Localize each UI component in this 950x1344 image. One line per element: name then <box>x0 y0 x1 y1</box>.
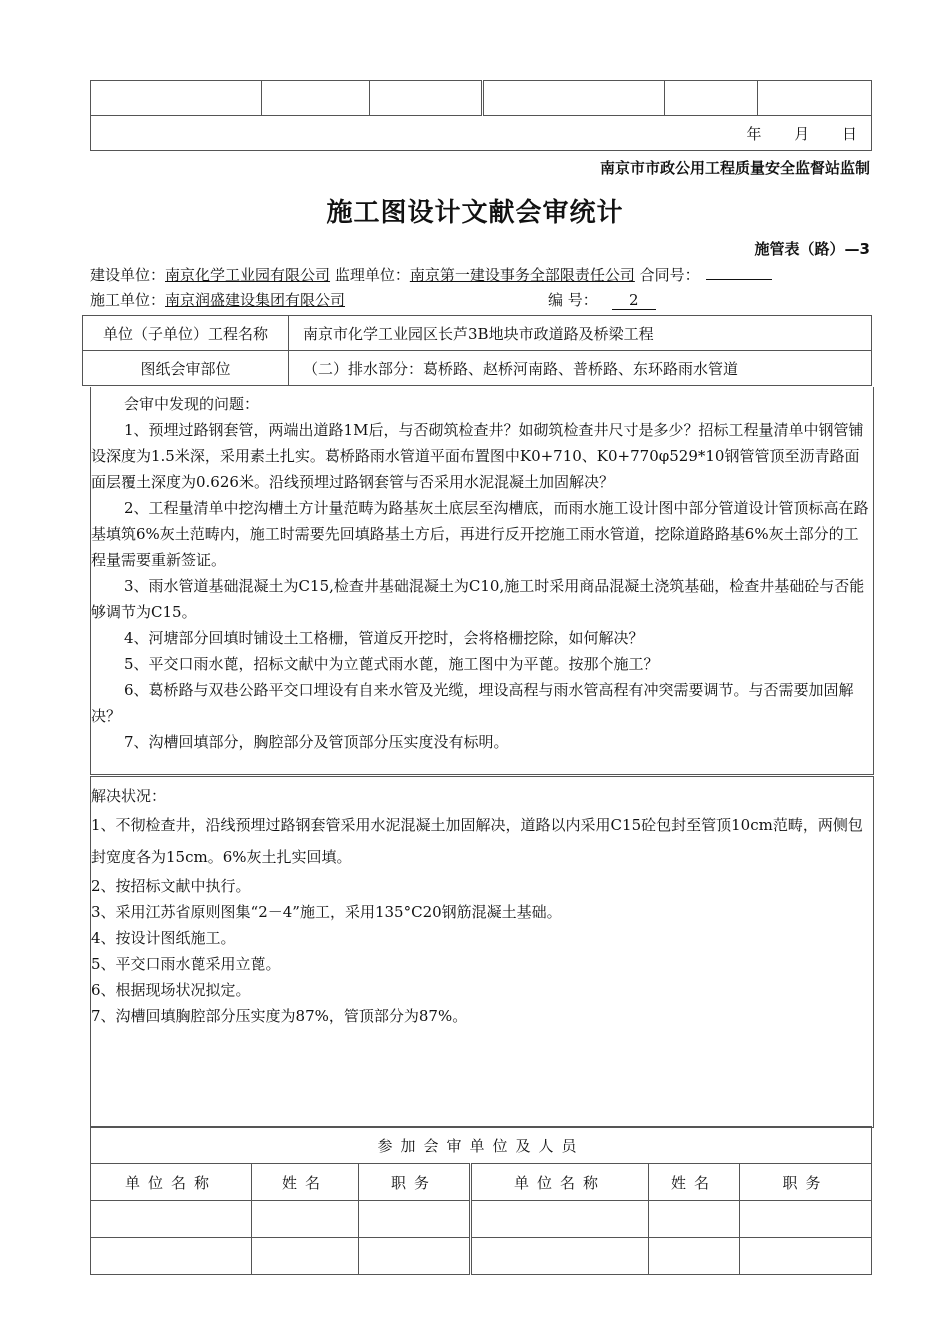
project-name-label: 单位（子单位）工程名称 <box>83 316 289 351</box>
meta-line-2 <box>90 289 345 310</box>
serial-label: 编 号： <box>548 291 598 309</box>
participant-cell <box>649 1201 740 1238</box>
top-grid-cell <box>262 81 370 116</box>
solution-item: 1、不彻检查井，沿线预埋过路钢套管采用水泥混凝土加固解决，道路以内采用C15砼包封至管顶10cm范畴，两侧包封宽度各为15cm。6%灰土扎实回填。 <box>91 816 863 866</box>
participant-cell <box>359 1238 471 1275</box>
issues-section <box>90 387 874 775</box>
top-grid <box>90 80 872 151</box>
contract-label: 合同号： <box>639 266 700 284</box>
col-post: 职务 <box>359 1164 471 1201</box>
solution-item: 5、平交口雨水蓖采用立蓖。 <box>91 955 281 973</box>
participants-heading: 参加会审单位及人员 <box>91 1127 872 1164</box>
participant-cell <box>740 1238 872 1275</box>
serial-line <box>548 289 656 310</box>
project-name-value: 南京市化学工业园区长芦3B地块市政道路及桥梁工程 <box>289 316 872 351</box>
contractor-value: 南京润盛建设集团有限公司 <box>165 291 346 309</box>
issues-heading: 会审中发现的问题： <box>124 395 260 413</box>
top-grid-cell <box>758 81 872 116</box>
participants-table <box>90 1126 872 1275</box>
participant-cell <box>649 1238 740 1275</box>
solution-section <box>90 776 874 1128</box>
top-grid-cell <box>665 81 758 116</box>
issue-item: 4、河塘部分回填时铺设土工格栅，管道反开挖时，会将格栅挖除，如何解决？ <box>124 629 644 647</box>
builder-label: 建设单位： <box>90 266 166 284</box>
supervisor-value: 南京第一建设事务全部限责任公司 <box>409 266 635 284</box>
solution-item: 6、根据现场状况拟定。 <box>91 981 251 999</box>
review-part-value: （二）排水部分：葛桥路、赵桥河南路、普桥路、东环路雨水管道 <box>289 351 872 386</box>
col-unit-name: 单位名称 <box>91 1164 252 1201</box>
participant-cell <box>91 1238 252 1275</box>
participant-cell <box>471 1201 649 1238</box>
col-person-name: 姓名 <box>649 1164 740 1201</box>
solution-heading: 解决状况： <box>91 787 167 805</box>
participant-cell <box>471 1238 649 1275</box>
issue-item: 2、工程量清单中挖沟槽土方计量范畴为路基灰土底层至沟槽底，而雨水施工设计图中部分管道设计管顶标高在路基填筑6%灰土范畴内，施工时需要先回填路基土方后，再进行反开挖施工雨水管道，挖除道路路基6%灰土部分的工程量需要重新签证。 <box>91 499 869 569</box>
issue-item: 1、预埋过路钢套管，两端出道路1M后，与否砌筑检查井？如砌筑检查井尺寸是多少？招标工程量清单中钢管铺设深度为1.5米深，采用素土扎实。葛桥路雨水管道平面布置图中K0+710、K0+770φ529*10钢管管顶至沥青路面面层覆土深度为0.626米。沿线预埋过路钢套管与否采用水泥混凝土加固解决？ <box>91 421 864 491</box>
col-unit-name: 单位名称 <box>471 1164 649 1201</box>
issue-item: 6、葛桥路与双巷公路平交口埋设有自来水管及光缆，埋设高程与雨水管高程有冲突需要调节。与否需要加固解决？ <box>91 681 854 725</box>
participant-cell <box>740 1201 872 1238</box>
issue-item: 7、沟槽回填部分，胸腔部分及管顶部分压实度没有标明。 <box>124 733 509 751</box>
builder-value: 南京化学工业园有限公司 <box>165 266 331 284</box>
date-cell: 年 月 日 <box>91 116 872 151</box>
top-grid-cell <box>91 81 262 116</box>
participant-cell <box>252 1238 359 1275</box>
issue-item: 5、平交口雨水蓖，招标文献中为立蓖式雨水蓖，施工图中为平蓖。按那个施工？ <box>124 655 659 673</box>
meta-line-1 <box>90 264 772 285</box>
top-grid-cell <box>370 81 483 116</box>
review-part-label: 图纸会审部位 <box>83 351 289 386</box>
solution-item: 4、按设计图纸施工。 <box>91 929 236 947</box>
col-person-name: 姓名 <box>252 1164 359 1201</box>
participant-cell <box>359 1201 471 1238</box>
solution-item: 3、采用江苏省原则图集“2－4”施工，采用135°C20钢筋混凝土基础。 <box>91 903 562 921</box>
participant-cell <box>91 1201 252 1238</box>
top-grid-cell <box>483 81 665 116</box>
page-title: 施工图设计文献会审统计 <box>326 198 624 228</box>
supervisor-label: 监理单位： <box>334 266 410 284</box>
solution-item: 2、按招标文献中执行。 <box>91 877 251 895</box>
solution-item: 7、沟槽回填胸腔部分压实度为87%，管顶部分为87%。 <box>91 1007 468 1025</box>
participant-cell <box>252 1201 359 1238</box>
project-info-table <box>82 315 872 386</box>
serial-value: 2 <box>612 291 656 310</box>
contractor-label: 施工单位： <box>90 291 166 309</box>
form-number: 施管表（路）—3 <box>754 240 870 258</box>
issue-item: 3、雨水管道基础混凝土为C15,检查井基础混凝土为C10,施工时采用商品混凝土浇筑基础，检查井基础砼与否能够调节为C15。 <box>91 577 865 621</box>
col-post: 职务 <box>740 1164 872 1201</box>
supervision-label: 南京市市政公用工程质量安全监督站监制 <box>599 159 870 177</box>
contract-value <box>706 279 772 280</box>
